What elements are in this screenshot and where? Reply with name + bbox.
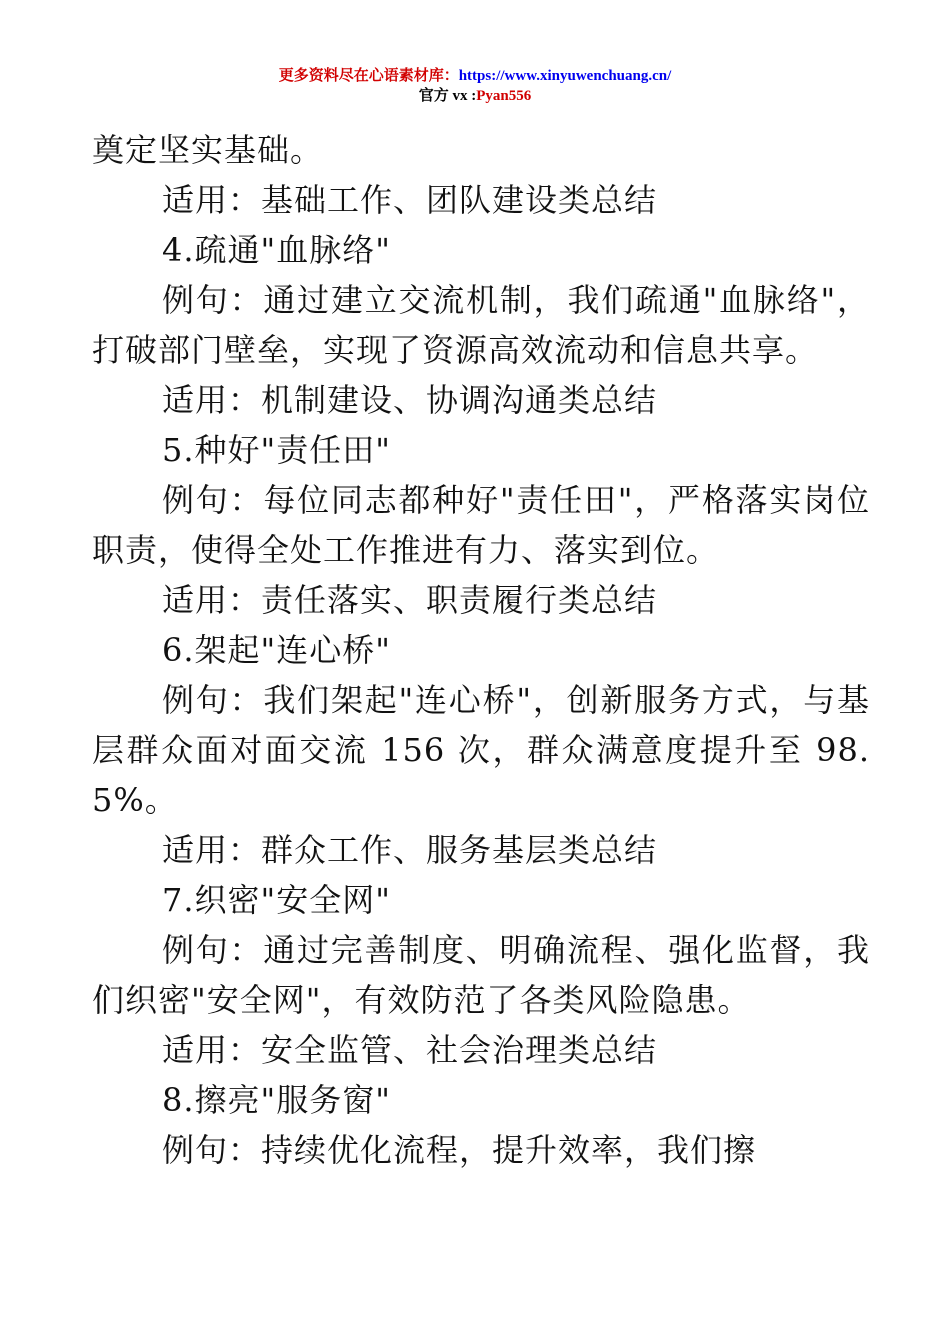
header-contact-handle: Pyan556 (476, 88, 532, 104)
section-heading: 5.种好"责任田" (162, 431, 391, 469)
paragraph: 例句：我们架起"连心桥"，创新服务方式，与基层群众面对面交流 156 次，群众满意度提升至 98.5%。 (92, 681, 870, 819)
page-header (0, 66, 950, 106)
document-body (92, 125, 870, 1175)
section-heading: 6.架起"连心桥" (162, 631, 391, 669)
paragraph: 例句：持续优化流程，提升效率，我们擦 (162, 1131, 757, 1169)
header-source-line (0, 66, 950, 86)
header-source-link[interactable]: https://www.xinyuwenchuang.cn/ (458, 68, 672, 84)
paragraph: 适用：责任落实、职责履行类总结 (162, 581, 658, 619)
paragraph: 适用：机制建设、协调沟通类总结 (162, 381, 658, 419)
paragraph: 适用：基础工作、团队建设类总结 (162, 181, 658, 219)
paragraph: 适用：安全监管、社会治理类总结 (162, 1031, 658, 1069)
paragraph: 奠定坚实基础。 (92, 131, 324, 169)
header-contact-line (0, 86, 950, 106)
section-heading: 7.织密"安全网" (162, 881, 391, 919)
paragraph: 适用：群众工作、服务基层类总结 (162, 831, 658, 869)
paragraph: 例句：通过完善制度、明确流程、强化监督，我们织密"安全网"，有效防范了各类风险隐患。 (92, 931, 870, 1019)
section-heading: 8.擦亮"服务窗" (162, 1081, 391, 1119)
header-source-label: 更多资料尽在心语素材库： (278, 68, 459, 84)
paragraph: 例句：每位同志都种好"责任田"，严格落实岗位职责，使得全处工作推进有力、落实到位。 (92, 481, 870, 569)
header-contact-label: 官方 vx : (418, 88, 477, 104)
section-heading: 4.疏通"血脉络" (162, 231, 391, 269)
paragraph: 例句：通过建立交流机制，我们疏通"血脉络"，打破部门壁垒，实现了资源高效流动和信息共享。 (92, 281, 870, 369)
